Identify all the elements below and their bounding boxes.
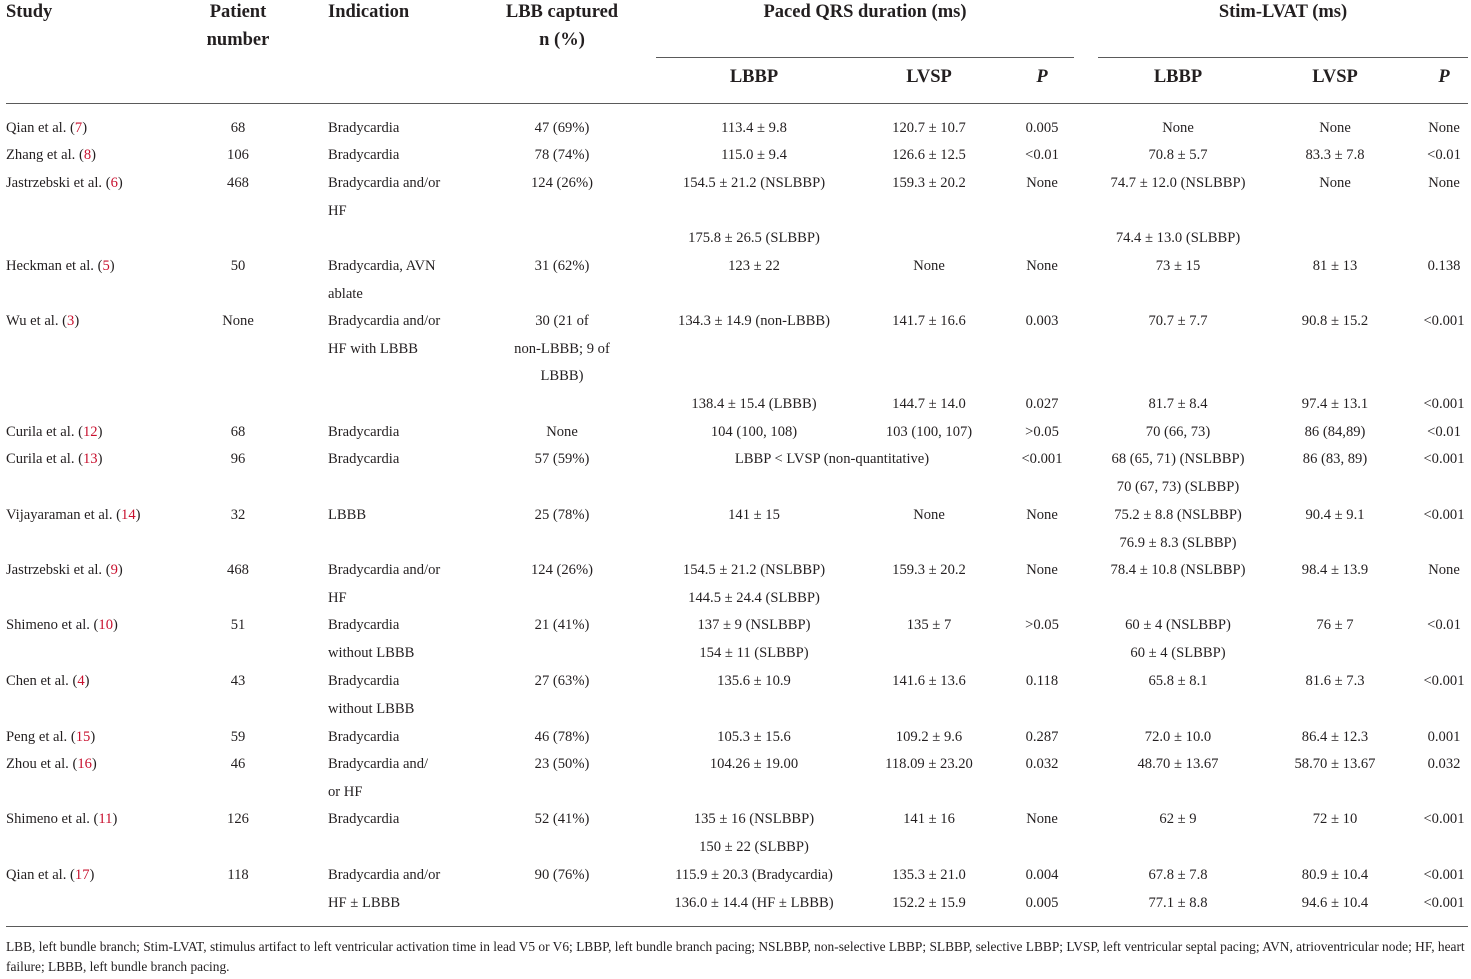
patient-number: 68 [230,424,246,440]
l2-cell: 81 ± 13 [1312,258,1358,274]
q1-cell: 105.3 ± 15.6 [717,729,791,745]
q2-cell: 141.7 ± 16.6 [892,313,966,329]
q2-cell: 120.7 ± 10.7 [892,120,966,136]
cap-cell: 78 (74%) [534,147,590,163]
q1-cell: 123 ± 22 [728,258,780,274]
study-name: Zhang et al. ( [6,147,84,163]
cap-cell: 27 (63%) [534,673,590,689]
cap-cell: 124 (26%) [530,562,593,578]
lp-cell: 0.138 [1427,258,1461,274]
study-paren: ) [89,867,95,883]
q2-cell: 135.3 ± 21.0 [892,867,966,883]
l1-cell: 75.2 ± 8.8 (NSLBBP) [1114,507,1242,523]
study-name: Jastrzebski et al. ( [6,175,111,191]
patient-number: 50 [230,258,246,274]
study-paren: ) [84,673,90,689]
study-cell [6,115,87,143]
l2-cell: 81.6 ± 7.3 [1305,673,1365,689]
ind-cell: Bradycardia and/or [328,867,441,883]
study-name: Heckman et al. ( [6,258,103,274]
l2-cell: 80.9 ± 10.4 [1301,867,1369,883]
l2-cell: 86 (84,89) [1304,424,1366,440]
qp-cell: 0.003 [1025,313,1059,329]
study-name: Wu et al. ( [6,313,68,329]
study-name: Curila et al. ( [6,451,83,467]
header-lbb-line1: LBB captured [505,2,619,22]
lp-cell: None [1428,562,1460,578]
header-patient-line1: Patient [209,2,267,22]
l2-cell: 90.8 ± 15.2 [1301,313,1369,329]
q2-cell: 109.2 ± 9.6 [895,729,963,745]
subheader-lvat-p: P [1438,67,1450,87]
lp-cell: <0.001 [1423,507,1465,523]
subheader-lvat-lvsp: LVSP [1312,67,1358,87]
study-reference-link[interactable]: 17 [74,867,90,883]
study-name: Shimeno et al. ( [6,811,99,827]
study-cell [6,668,90,696]
q2-cell: 141.6 ± 13.6 [892,673,966,689]
q1-cell: 115.0 ± 9.4 [721,147,787,163]
qp-cell: None [1026,258,1058,274]
cap-cell: 124 (26%) [530,175,593,191]
lp-cell: <0.01 [1427,424,1461,440]
table-footnote: LBB, left bundle branch; Stim-LVAT, stimulus artifact to left ventricular activation time in lead V5 or V6; LBBP, left bundle branch pacing; NSLBBP, non-selective LBBP; SLBBP, selective LBBP; LVSP, left ventricular septal pacing; AVN, atrioventricular node; HF, heart failure; LBBB, left bundle branch pacing. [6,939,1465,974]
l1-cell: None [1162,120,1194,136]
cap-cell: 52 (41%) [534,811,590,827]
qp-cell: 0.005 [1025,120,1059,136]
ind-cell: HF with LBBB [328,340,419,357]
lp-cell: None [1428,120,1460,136]
study-name: Curila et al. ( [6,424,83,440]
l2-cell: 94.6 ± 10.4 [1301,894,1369,911]
l2-cell: 97.4 ± 13.1 [1301,395,1369,412]
patient-number: 468 [227,175,249,191]
lp-cell: <0.001 [1423,395,1465,412]
qrs-span-cell: LBBP < LVSP (non-quantitative) [734,451,930,467]
study-cell [6,502,140,530]
q1-cell: 144.5 ± 24.4 (SLBBP) [688,589,820,606]
q1-cell: 175.8 ± 26.5 (SLBBP) [688,230,820,247]
study-paren: ) [97,424,103,440]
cap-cell: 46 (78%) [534,729,590,745]
header-lbb-captured [492,0,632,54]
study-reference-link[interactable]: 15 [75,729,91,745]
q1-cell: 135 ± 16 (NSLBBP) [693,811,815,827]
qp-cell: 0.287 [1025,729,1059,745]
l2-cell: 86.4 ± 12.3 [1301,729,1369,745]
ind-cell: Bradycardia, AVN [328,258,436,274]
lp-cell: 0.032 [1427,756,1461,772]
study-reference-link[interactable]: 5 [102,258,110,274]
q1-cell: 138.4 ± 15.4 (LBBB) [691,395,817,412]
ind-cell: Bradycardia and/or [328,562,441,578]
patient-number: 46 [230,756,246,772]
study-name: Qian et al. ( [6,867,75,883]
study-cell [6,253,115,281]
q1-cell: 136.0 ± 14.4 (HF ± LBBB) [674,894,834,911]
qp-cell: <0.01 [1025,147,1059,163]
study-reference-link[interactable]: 7 [74,120,83,136]
study-paren: ) [112,811,118,827]
patient-number: 96 [230,451,246,467]
study-cell [6,419,102,447]
lp-cell: <0.001 [1423,811,1465,827]
l2-cell: 58.70 ± 13.67 [1294,756,1376,772]
patient-number: 59 [230,729,246,745]
l1-cell: 77.1 ± 8.8 [1148,894,1208,911]
study-reference-link[interactable]: 10 [98,617,114,633]
q1-cell: 104.26 ± 19.00 [709,756,799,772]
header-patient-line2: number [206,30,270,50]
l2-cell: None [1319,175,1351,191]
study-name: Shimeno et al. ( [6,617,99,633]
ind-cell: Bradycardia [328,147,400,163]
lp-cell: 0.001 [1427,729,1461,745]
ind-cell: Bradycardia [328,729,400,745]
study-reference-link[interactable]: 12 [83,424,98,440]
l1-cell: 62 ± 9 [1159,811,1197,827]
l2-cell: 83.3 ± 7.8 [1305,147,1365,163]
study-cell [6,862,94,890]
study-reference-link[interactable]: 16 [77,756,92,772]
lp-cell: <0.001 [1423,451,1465,467]
study-cell [6,612,118,640]
patient-number: 106 [227,147,249,163]
q2-cell: 144.7 ± 14.0 [892,395,966,412]
ind-cell: HF ± LBBB [328,894,401,911]
q2-cell: 118.09 ± 23.20 [885,756,973,772]
q2-cell: 159.3 ± 20.2 [892,562,966,578]
patient-number: 32 [230,507,246,523]
study-reference-link[interactable]: 13 [83,451,98,467]
cap-cell: 25 (78%) [534,507,590,523]
ind-cell: Bradycardia [328,673,400,689]
ind-cell: LBBB [328,507,367,523]
qp-cell: 0.118 [1025,673,1059,689]
study-paren: ) [109,258,115,274]
subheader-lvat-lbbp: LBBP [1153,67,1203,87]
study-cell [6,308,79,336]
study-cell [6,170,123,198]
study-reference-link[interactable]: 6 [110,175,118,191]
lp-cell: <0.01 [1427,617,1461,633]
q2-cell: 159.3 ± 20.2 [892,175,966,191]
patient-number: 468 [227,562,249,578]
l1-cell: 60 ± 4 (NSLBBP) [1125,617,1231,633]
q2-cell: 103 (100, 107) [885,424,973,440]
lp-cell: <0.001 [1423,894,1465,911]
l2-cell: 72 ± 10 [1312,811,1358,827]
l1-cell: 70.8 ± 5.7 [1148,147,1208,163]
qp-cell: 0.032 [1025,756,1059,772]
study-paren: ) [91,756,97,772]
group-rule-qrs [656,57,1074,58]
q1-cell: 104 (100, 108) [710,424,798,440]
study-name: Zhou et al. ( [6,756,78,772]
l2-cell: None [1319,120,1351,136]
study-paren: ) [97,451,103,467]
study-name: Chen et al. ( [6,673,78,689]
q1-cell: 137 ± 9 (NSLBBP) [697,617,811,633]
q1-cell: 154.5 ± 21.2 (NSLBBP) [682,562,826,578]
q2-cell: 152.2 ± 15.9 [892,894,966,911]
l1-cell: 67.8 ± 7.8 [1148,867,1208,883]
ind-cell: or HF [328,783,363,800]
cap-cell: non-LBBB; 9 of [514,340,610,357]
study-paren: ) [135,507,141,523]
study-name: Jastrzebski et al. ( [6,562,111,578]
header-qrs-group: Paced QRS duration (ms) [763,2,967,22]
patient-number: None [222,313,254,329]
qp-cell: 0.027 [1025,395,1059,412]
cap-cell: 31 (62%) [534,258,590,274]
patient-number: 118 [227,867,249,883]
l1-cell: 78.4 ± 10.8 (NSLBBP) [1110,562,1246,578]
ind-cell: Bradycardia and/ [328,756,429,772]
q2-cell: None [913,507,945,523]
cap-cell: 21 (41%) [534,617,590,633]
study-paren: ) [74,313,80,329]
subheader-qrs-p: P [1036,67,1048,87]
ind-cell: Bradycardia and/or [328,175,441,191]
qp-cell: None [1026,811,1058,827]
ind-cell: Bradycardia [328,120,400,136]
l1-cell: 68 (65, 71) (NSLBBP) [1111,451,1245,467]
study-paren: ) [117,562,123,578]
study-reference-link[interactable]: 11 [98,811,113,827]
study-reference-link[interactable]: 4 [77,673,85,689]
study-cell [6,142,96,170]
study-paren: ) [90,729,96,745]
cap-cell: 57 (59%) [534,451,590,467]
q1-cell: 134.3 ± 14.9 (non-LBBB) [678,313,830,329]
study-cell [6,751,97,779]
study-reference-link[interactable]: 3 [67,313,75,329]
patient-number: 68 [230,120,246,136]
l1-cell: 72.0 ± 10.0 [1144,729,1212,745]
study-cell [6,724,95,752]
l1-cell: 73 ± 15 [1155,258,1201,274]
ind-cell: ablate [328,285,363,302]
header-bottom-rule [6,103,1468,104]
study-name: Qian et al. ( [6,120,75,136]
study-paren: ) [113,617,118,633]
ind-cell: Bradycardia [328,617,400,633]
study-cell [6,557,123,585]
qp-cell: <0.001 [1021,451,1063,467]
q2-cell: 141 ± 16 [903,811,955,827]
header-lvat-group: Stim-LVAT (ms) [1218,2,1348,22]
patient-number: 43 [230,673,246,689]
study-name: Vijayaraman et al. ( [6,507,122,523]
study-reference-link[interactable]: 9 [110,562,118,578]
lp-cell: <0.001 [1423,867,1465,883]
ind-cell: Bradycardia [328,424,400,440]
study-reference-link[interactable]: 14 [121,507,136,523]
q1-cell: 154.5 ± 21.2 (NSLBBP) [682,175,826,191]
cap-cell: 30 (21 of [535,313,589,329]
q1-cell: 135.6 ± 10.9 [717,673,791,689]
l1-cell: 70 (66, 73) [1145,424,1211,440]
cap-cell: LBBB) [540,368,584,385]
qp-cell: None [1026,562,1058,578]
l1-cell: 76.9 ± 8.3 (SLBBP) [1119,534,1237,551]
header-lbb-line2: n (%) [539,30,585,50]
study-paren: ) [91,147,96,163]
study-cell [6,806,117,834]
qp-cell: >0.05 [1025,617,1059,633]
cap-cell: 47 (69%) [534,120,590,136]
q2-cell: None [913,258,945,274]
cap-cell: 23 (50%) [534,756,590,772]
l1-cell: 60 ± 4 (SLBBP) [1130,644,1226,661]
l1-cell: 70.7 ± 7.7 [1148,313,1208,329]
ind-cell: HF [328,202,347,219]
l1-cell: 48.70 ± 13.67 [1137,756,1219,772]
l1-cell: 74.4 ± 13.0 (SLBBP) [1115,230,1241,247]
qp-cell: 0.005 [1025,894,1059,911]
l2-cell: 76 ± 7 [1316,617,1354,633]
ind-cell: Bradycardia [328,811,400,827]
study-name: Peng et al. ( [6,729,76,745]
l2-cell: 90.4 ± 9.1 [1305,507,1365,523]
l1-cell: 74.7 ± 12.0 (NSLBBP) [1110,175,1246,191]
cap-cell: 90 (76%) [534,867,590,883]
qp-cell: 0.004 [1025,867,1059,883]
ind-cell: without LBBB [328,644,415,661]
q1-cell: 141 ± 15 [728,507,780,523]
subheader-qrs-lbbp: LBBP [729,67,779,87]
patient-number: 51 [230,617,246,633]
q2-cell: 126.6 ± 12.5 [892,147,966,163]
cap-cell: None [546,424,578,440]
header-study: Study [6,2,53,22]
l2-cell: 98.4 ± 13.9 [1301,562,1369,578]
ind-cell: without LBBB [328,700,415,717]
qp-cell: None [1026,175,1058,191]
study-paren: ) [82,120,88,136]
lp-cell: <0.01 [1427,147,1461,163]
q1-cell: 150 ± 22 (SLBBP) [699,838,809,855]
q1-cell: 113.4 ± 9.8 [721,120,787,136]
header-indication: Indication [328,2,410,22]
table-bottom-rule [6,926,1468,927]
group-rule-lvat [1098,57,1468,58]
l2-cell: 86 (83, 89) [1302,451,1368,467]
header-patient [188,0,288,54]
q1-cell: 115.9 ± 20.3 (Bradycardia) [675,867,833,883]
lp-cell: None [1428,175,1460,191]
q1-cell: 154 ± 11 (SLBBP) [699,644,809,661]
ind-cell: Bradycardia [328,451,400,467]
study-reference-link[interactable]: 8 [83,147,92,163]
patient-number: 126 [227,811,249,827]
qp-cell: None [1026,507,1058,523]
l1-cell: 81.7 ± 8.4 [1148,395,1208,412]
q2-cell: 135 ± 7 [906,617,952,633]
lp-cell: <0.001 [1423,313,1465,329]
study-paren: ) [117,175,123,191]
study-cell [6,446,102,474]
subheader-qrs-lvsp: LVSP [906,67,952,87]
ind-cell: HF [328,589,347,606]
l1-cell: 70 (67, 73) (SLBBP) [1116,478,1240,495]
lp-cell: <0.001 [1423,673,1465,689]
l1-cell: 65.8 ± 8.1 [1148,673,1208,689]
qp-cell: >0.05 [1025,424,1059,440]
ind-cell: Bradycardia and/or [328,313,441,329]
